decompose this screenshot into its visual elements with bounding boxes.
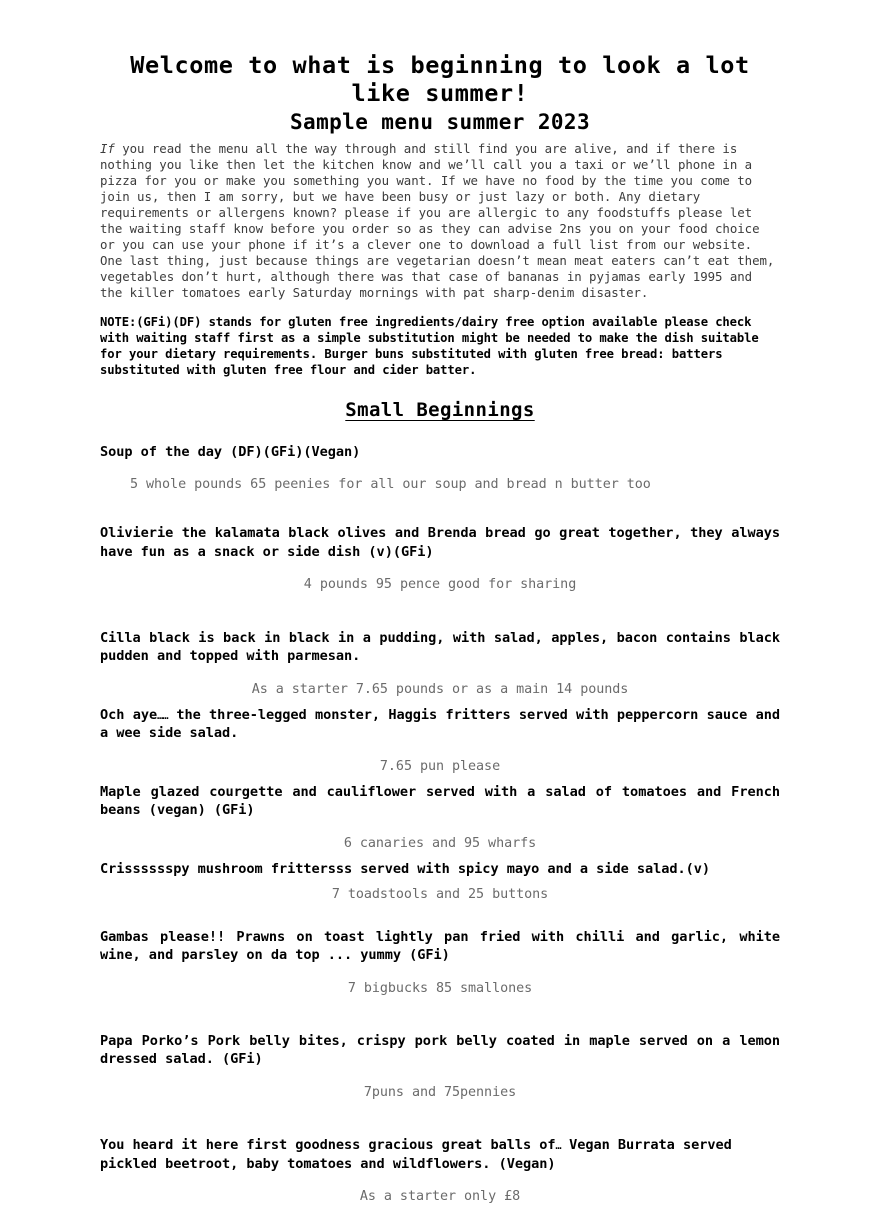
spacer bbox=[100, 494, 780, 524]
page-subtitle: Sample menu summer 2023 bbox=[290, 110, 590, 135]
spacer bbox=[100, 1173, 780, 1188]
menu-item bbox=[100, 783, 780, 853]
menu-item bbox=[100, 629, 780, 699]
spacer bbox=[100, 1069, 780, 1084]
dish-name: Soup of the day (DF)(GFi)(Vegan) bbox=[100, 443, 361, 460]
spacer bbox=[100, 776, 780, 783]
dish-price: 7 bigbucks 85 smallones bbox=[347, 980, 533, 996]
allergen-note: NOTE:(GFi)(DF) stands for gluten free ingredients/dairy free option available please check with waiting staff first as a simple substitution might be needed to make the dish suitable for your dietary requirements. Burger buns substituted with gluten free bread: batters substituted with gluten free flour and cider batter. bbox=[100, 315, 759, 377]
spacer bbox=[100, 965, 780, 980]
dish-price: 7puns and 75pennies bbox=[363, 1084, 517, 1100]
dish-name: Papa Porko’s Pork belly bites, crispy pork belly coated in maple served on a lemon dressed salad. (GFi) bbox=[100, 1032, 780, 1068]
dish-name-post: Vegan Burrata served pickled beetroot, baby tomatoes and wildflowers. (Vegan) bbox=[100, 1137, 732, 1172]
dish-name bbox=[100, 1136, 780, 1173]
dish-name bbox=[100, 706, 780, 743]
spacer bbox=[100, 853, 780, 860]
section-heading-small-beginnings: Small Beginnings bbox=[345, 398, 535, 421]
spacer bbox=[100, 666, 780, 681]
menu-item bbox=[100, 443, 780, 495]
dish-name-pre: Och aye bbox=[100, 706, 158, 723]
menu-item bbox=[100, 524, 780, 594]
intro-paragraph bbox=[100, 141, 780, 301]
spacer bbox=[100, 820, 780, 835]
dish-name: Gambas please!! Prawns on toast lightly pan fried with chilli and garlic, white wine, and parsley on da top ... yummy (GFi) bbox=[100, 928, 780, 964]
menu-list bbox=[100, 443, 780, 1206]
spacer bbox=[100, 743, 780, 758]
menu-item bbox=[100, 860, 780, 904]
dish-name: Cilla black is back in black in a pudding, with salad, apples, bacon contains black pudden and topped with parmesan. bbox=[100, 629, 780, 665]
dish-price: 5 whole pounds 65 peenies for all our soup and bread n butter too bbox=[130, 477, 651, 493]
spacer bbox=[100, 998, 780, 1032]
ellipsis-glyph: … bbox=[555, 1141, 561, 1153]
spacer bbox=[100, 1102, 780, 1136]
dish-name: Crisssssspy mushroom frittersss served with spicy mayo and a side salad.(v) bbox=[100, 861, 711, 878]
menu-item bbox=[100, 928, 780, 998]
intro-body-text: you read the menu all the way through and still find you are alive, and if there is nothing you like then let the kitchen know and we’ll call you a taxi or we’ll phone in a pizza for you or make you something you want. If we have no food by the time you come to join us, then I am sorry, but we have been busy or just lazy or both. Any dietary requirements or allergens known? please if you are allergic to any foodstuffs please let the waiting staff know before you order so as they can advise 2ns you on your food choice or you can use your phone if it’s a clever one to download a full list from our website. One last thing, just because things are vegetarian doesn’t mean meat eaters can’t eat them, vegetables don’t hurt, although there was that case of bananas in pyjamas early 1995 and the killer tomatoes early Saturday mornings with pat sharp-denim disaster. bbox=[100, 141, 775, 301]
menu-item bbox=[100, 706, 780, 776]
dish-price: As a starter only £8 bbox=[359, 1189, 521, 1205]
intro-lead-word: If bbox=[100, 141, 115, 157]
spacer bbox=[100, 595, 780, 629]
dish-name: Olivierie the kalamata black olives and Brenda bread go great together, they always have fun as a snack or side dish (v)(GFi) bbox=[100, 525, 780, 560]
dish-price: 7.65 pun please bbox=[379, 758, 501, 774]
menu-item bbox=[100, 1032, 780, 1102]
dish-name-post: the three-legged monster, Haggis fritters served with peppercorn sauce and a wee side salad. bbox=[100, 706, 780, 742]
spacer bbox=[100, 879, 780, 886]
dish-price: 6 canaries and 95 wharfs bbox=[343, 835, 537, 851]
spacer bbox=[100, 699, 780, 706]
page-title: Welcome to what is beginning to look a lot like summer! bbox=[130, 51, 750, 107]
ellipsis-glyph: …… bbox=[157, 710, 168, 722]
dish-price: 4 pounds 95 pence good for sharing bbox=[303, 577, 577, 593]
spacer bbox=[100, 461, 780, 476]
dish-price: 7 toadstools and 25 buttons bbox=[331, 886, 549, 902]
dish-name: Maple glazed courgette and cauliflower served with a salad of tomatoes and French beans (vegan) (GFi) bbox=[100, 783, 780, 819]
dish-price: As a starter 7.65 pounds or as a main 14 pounds bbox=[251, 681, 629, 697]
dish-name-pre: You heard it here first goodness gracious great balls of bbox=[100, 1137, 556, 1154]
menu-item bbox=[100, 1136, 780, 1206]
spacer bbox=[100, 561, 780, 576]
spacer bbox=[100, 904, 780, 928]
